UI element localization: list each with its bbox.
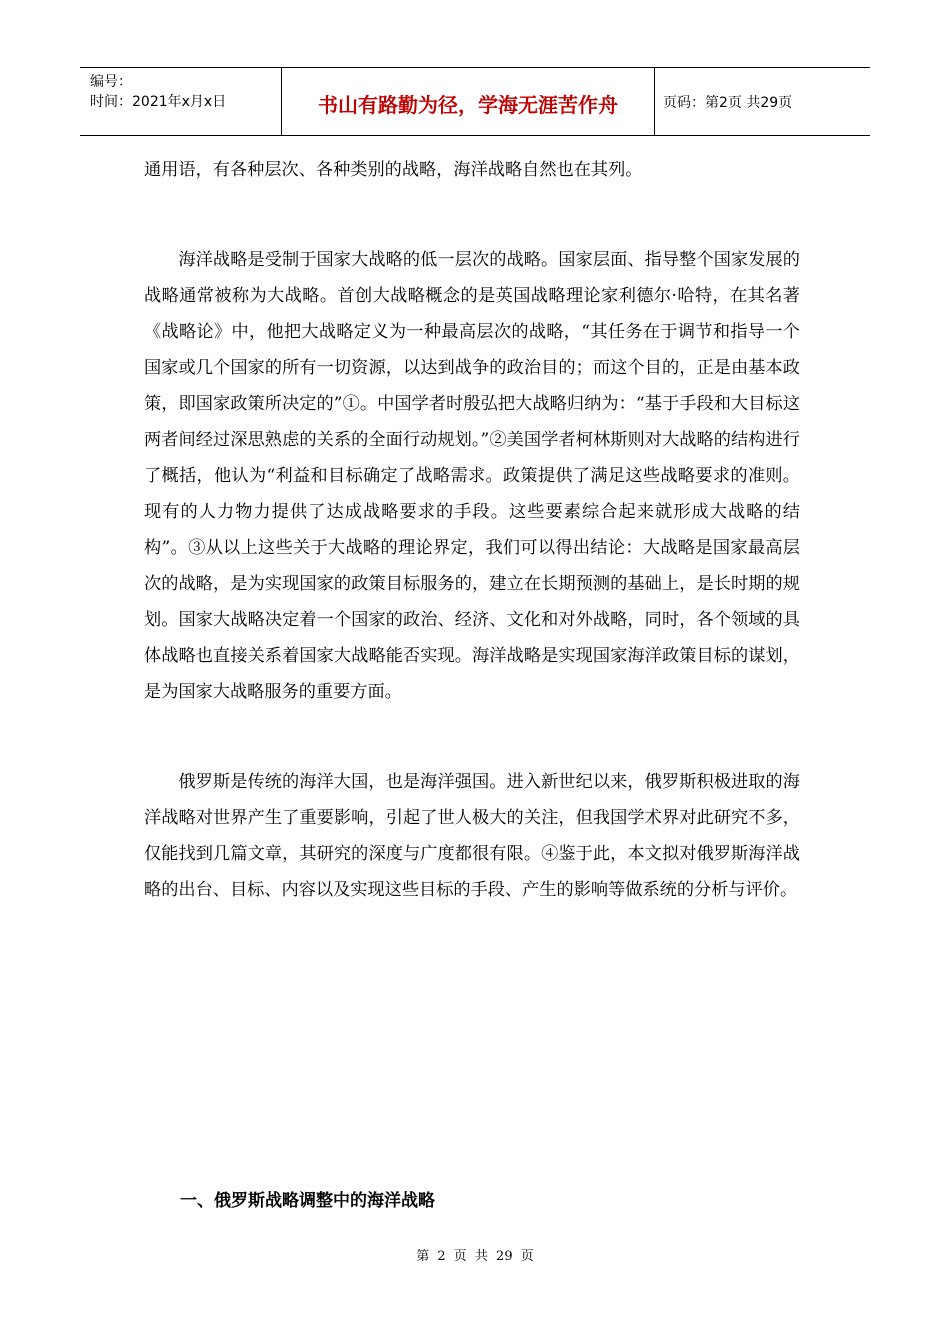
header-page-info: 页码：第2页 共29页 (663, 94, 793, 111)
header-meta (80, 68, 282, 135)
doc-number-label: 编号： (90, 74, 132, 90)
page-header (80, 67, 870, 136)
header-motto: 书山有路勤为径，学海无涯苦作舟 (282, 68, 655, 135)
doc-time-label: 时间：2021年x月x日 (90, 94, 227, 110)
page-footer: 第 2 页 共 29 页 (416, 1249, 534, 1264)
paragraph-0: 通用语，有各种层次、各种类别的战略，海洋战略自然也在其列。 (144, 160, 643, 180)
paragraph-2: 俄罗斯是传统的海洋大国，也是海洋强国。进入新世纪以来，俄罗斯积极进取的海洋战略对世界产生了重要影响，引起了世人极大的关注，但我国学术界对此研究不多，仅能找到几篇文章，其研究的深度与广度都很有限。④鉴于此，本文拟对俄罗斯海洋战略的出台、目标、内容以及实现这些目标的手段、产生的影响等做系统的分析与评价。 (144, 772, 800, 900)
document-body (144, 152, 800, 908)
paragraph-1: 海洋战略是受制于国家大战略的低一层次的战略。国家层面、指导整个国家发展的战略通常被称为大战略。首创大战略概念的是英国战略理论家利德尔·哈特，在其名著《战略论》中，他把大战略定义为一种最高层次的战略，“其任务在于调节和指导一个国家或几个国家的所有一切资源，以达到战争的政治目的；而这个目的，正是由基本政策，即国家政策所决定的”①。中国学者时殷弘把大战略归纳为：“基于手段和大目标这两者间经过深思熟虑的关系的全面行动规划。”②美国学者柯林斯则对大战略的结构进行了概括，他认为“利益和目标确定了战略需求。政策提供了满足这些战略要求的准则。现有的人力物力提供了达成战略要求的手段。这些要素综合起来就形成大战略的结构”。③从以上这些关于大战略的理论界定，我们可以得出结论：大战略是国家最高层次的战略，是为实现国家的政策目标服务的，建立在长期预测的基础上，是长时期的规划。国家大战略决定着一个国家的政治、经济、文化和对外战略，同时，各个领域的具体战略也直接关系着国家大战略能否实现。海洋战略是实现国家海洋政策目标的谋划，是为国家大战略服务的重要方面。 (144, 250, 800, 702)
section-heading: 一、俄罗斯战略调整中的海洋战略 (180, 1191, 435, 1211)
